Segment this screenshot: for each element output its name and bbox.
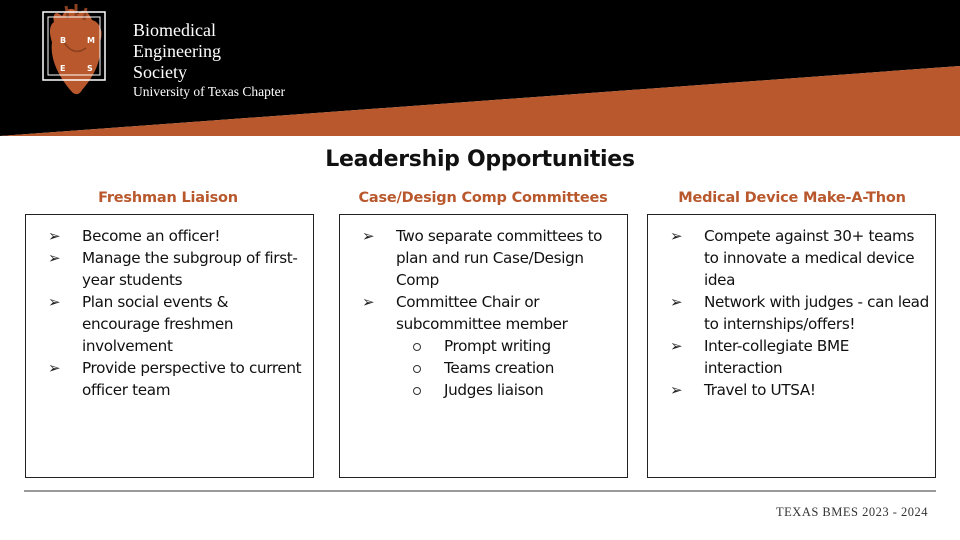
list-item-text: Committee Chair or subcommittee member xyxy=(396,293,568,333)
list-item-text: Network with judges - can lead to internships/offers! xyxy=(704,293,929,333)
list-item xyxy=(340,225,627,291)
arrow-bullet-icon: ➢ xyxy=(670,381,683,399)
list-item xyxy=(26,357,313,401)
hollow-circle-bullet-icon xyxy=(413,387,421,395)
arrow-bullet-icon: ➢ xyxy=(670,227,683,245)
footer-divider xyxy=(24,490,936,492)
footer-label: TEXAS BMES 2023 - 2024 xyxy=(776,505,928,519)
logo-letter-s: S xyxy=(87,64,93,73)
case-design-box xyxy=(339,214,628,478)
list-item-text: Manage the subgroup of first-year students xyxy=(82,249,298,289)
list-item xyxy=(340,291,627,335)
list-item-text: Become an officer! xyxy=(82,227,221,245)
org-line: Biomedical xyxy=(133,20,216,40)
list-item xyxy=(648,291,935,335)
org-line: Engineering xyxy=(133,41,221,61)
logo-letter-b: B xyxy=(60,36,67,45)
arrow-bullet-icon: ➢ xyxy=(48,227,61,245)
arrow-bullet-icon: ➢ xyxy=(48,293,61,311)
logo-letter-e: E xyxy=(60,64,66,73)
sub-list-item-text: Prompt writing xyxy=(444,337,551,355)
list-item xyxy=(648,335,935,379)
arrow-bullet-icon: ➢ xyxy=(362,227,375,245)
arrow-bullet-icon: ➢ xyxy=(670,293,683,311)
list-item xyxy=(26,291,313,357)
hollow-circle-bullet-icon xyxy=(413,343,421,351)
organization-name xyxy=(133,20,285,100)
list-item-text: Travel to UTSA! xyxy=(704,381,816,399)
org-line: Society xyxy=(133,62,187,82)
list-item xyxy=(26,247,313,291)
arrow-bullet-icon: ➢ xyxy=(362,293,375,311)
column-heading-case-design: Case/Design Comp Committees xyxy=(358,190,608,206)
list-item xyxy=(648,379,935,401)
sub-list-item xyxy=(340,357,627,379)
hollow-circle-bullet-icon xyxy=(413,365,421,373)
column-heading-make-a-thon: Medical Device Make-A-Thon xyxy=(678,190,906,206)
list-item xyxy=(26,225,313,247)
column-heading-freshman-liaison: Freshman Liaison xyxy=(98,190,238,206)
sub-list-item-text: Teams creation xyxy=(444,359,554,377)
logo-letter-m: M xyxy=(87,36,95,45)
slide-title: Leadership Opportunities xyxy=(325,147,635,172)
sub-list-item xyxy=(340,335,627,357)
arrow-bullet-icon: ➢ xyxy=(670,337,683,355)
arrow-bullet-icon: ➢ xyxy=(48,359,61,377)
sub-list-item xyxy=(340,379,627,401)
list-item-text: Inter-collegiate BME interaction xyxy=(704,337,849,377)
sub-list-item-text: Judges liaison xyxy=(444,381,544,399)
make-a-thon-box xyxy=(647,214,936,478)
list-item-text: Provide perspective to current officer team xyxy=(82,359,302,399)
list-item-text: Two separate committees to plan and run Case/Design Comp xyxy=(396,227,603,289)
chapter-name: University of Texas Chapter xyxy=(133,84,286,99)
bmes-heart-logo xyxy=(42,10,110,90)
list-item-text: Plan social events & encourage freshmen involvement xyxy=(82,293,234,355)
freshman-liaison-box xyxy=(25,214,314,478)
list-item-text: Compete against 30+ teams to innovate a medical device idea xyxy=(704,227,915,289)
list-item xyxy=(648,225,935,291)
arrow-bullet-icon: ➢ xyxy=(48,249,61,267)
